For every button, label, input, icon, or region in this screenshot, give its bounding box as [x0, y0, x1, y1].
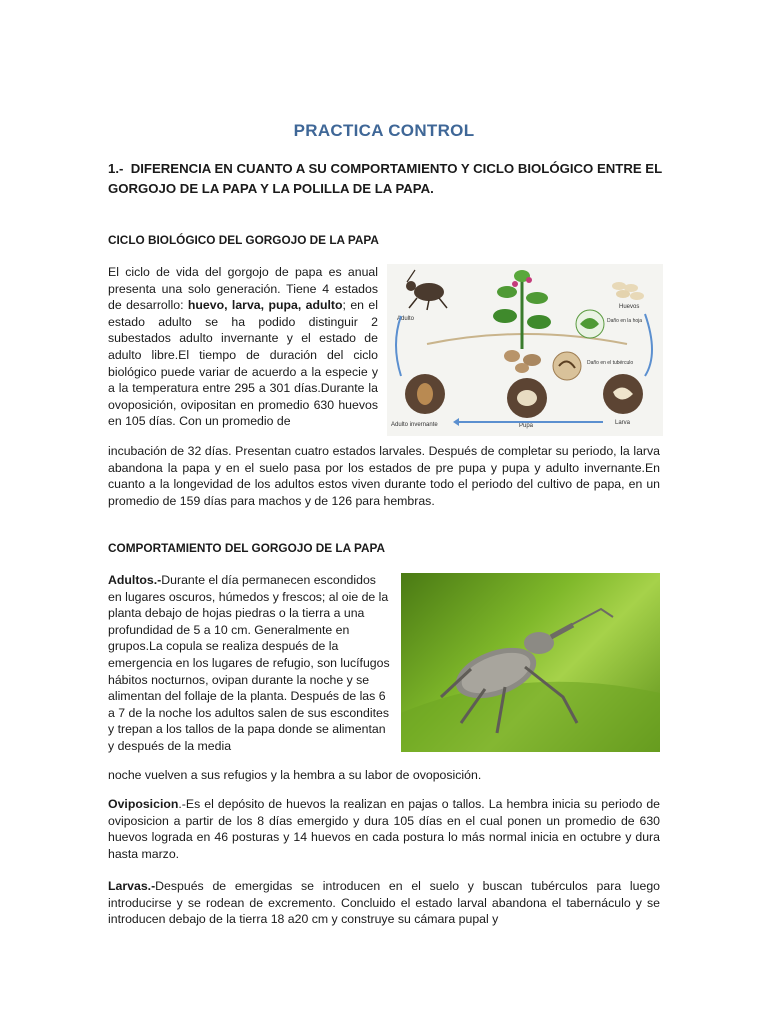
larvas-text: Después de emergidas se introducen en el suelo y buscan tubérculos para luego introducirse y se rodean de excremento. Concluido el estado larval abandona el tabernáculo y se introducen debajo de la tierra 18 a20 cm y construye su cámara pupal y	[108, 879, 660, 927]
oviposicion-paragraph	[108, 796, 660, 862]
adultos-paragraph	[108, 572, 392, 755]
label-pupa: Pupa	[519, 423, 534, 429]
question-heading	[108, 159, 668, 199]
ciclo-paragraph-full: incubación de 32 días. Presentan cuatro estados larvales. Después de completar su periodo, la larva abandona la papa y en el suelo pasa por los estados de pre pupa y pupa y adulto invernante.En cuanto a la longevidad de los adultos estos viven durante todo el periodo del cultivo de papa, en un promedio de 159 días para machos y de 126 para hembras.	[108, 444, 660, 508]
ciclo-paragraph-wrapped	[108, 264, 378, 430]
page-title: PRACTICA CONTROL	[293, 121, 475, 140]
label-adulto: Adulto	[397, 316, 415, 322]
life-cycle-figure	[387, 264, 663, 436]
ciclo-text-2: ; en el estado adulto se ha podido distinguir 2 subestados adulto invernante y el estado de adulto libre.El tiempo de duración del ciclo biológico puede variar de acuerdo a la especie y a la temperatura entre 295 a 301 días.Durante la ovoposición, ovipositan en promedio 630 huevos en 105 días. Con un promedio de	[108, 298, 378, 429]
adultos-text: Durante el día permanecen escondidos en lugares oscuros, húmedos y frescos; al oie de la planta debajo de hojas piedras o la tierra a una profundidad de 5 a 10 cm. Generalmente en grupos.La copula se realiza después de la emergencia en los lugares de refugio, son lucífugos hábitos nocturnos, ovipan durante la noche y se alimentan del follaje de la planta. Después de las 6 a 7 de la noche los adultos salen de sus escondites y trepan a los tallos de la papa donde se alimentan y después de la media	[108, 573, 390, 753]
label-dano-tuberculo: Daño en el tubérculo	[587, 360, 634, 366]
life-cycle-diagram	[387, 264, 663, 436]
question-text: DIFERENCIA EN CUANTO A SU COMPORTAMIENTO Y CICLO BIOLÓGICO ENTRE EL GORGOJO DE LA PAPA Y LA POLILLA DE LA PAPA.	[108, 161, 662, 196]
section-heading-ciclo: CICLO BIOLÓGICO DEL GORGOJO DE LA PAPA	[108, 233, 379, 247]
weevil-photo	[401, 573, 660, 752]
weevil-illustration	[401, 573, 660, 752]
adultos-label: Adultos.-	[108, 573, 162, 587]
label-dano-hoja: Daño en la hoja	[607, 318, 643, 324]
question-number: 1.-	[108, 161, 124, 176]
label-huevos: Huevos	[619, 304, 640, 310]
oviposicion-label: Oviposicion	[108, 797, 179, 811]
label-adulto-invernante: Adulto invernante	[391, 422, 438, 428]
oviposicion-text: .-Es el depósito de huevos la realizan en pajas o tallos. La hembra inicia su periodo de oviposicion a partir de los 8 días emergido y dura 105 días en el cual ponen un promedio de 630 huevos lograda en 46 posturas y 14 huevos en cada postura lo más normal inicia en octubre y dura hasta marzo.	[108, 797, 660, 861]
section-heading-comportamiento: COMPORTAMIENTO DEL GORGOJO DE LA PAPA	[108, 541, 386, 555]
larvas-paragraph	[108, 878, 660, 928]
ciclo-text-1: El ciclo de vida del gorgojo de papa es anual presenta una solo generación. Tiene 4 estados de desarrollo:	[108, 265, 378, 313]
larvas-label: Larvas.-	[108, 879, 156, 893]
ciclo-stages: huevo, larva, pupa, adulto	[187, 298, 343, 313]
label-larva: Larva	[615, 420, 631, 426]
adultos-tail: noche vuelven a sus refugios y la hembra a su labor de ovoposición.	[108, 768, 482, 782]
